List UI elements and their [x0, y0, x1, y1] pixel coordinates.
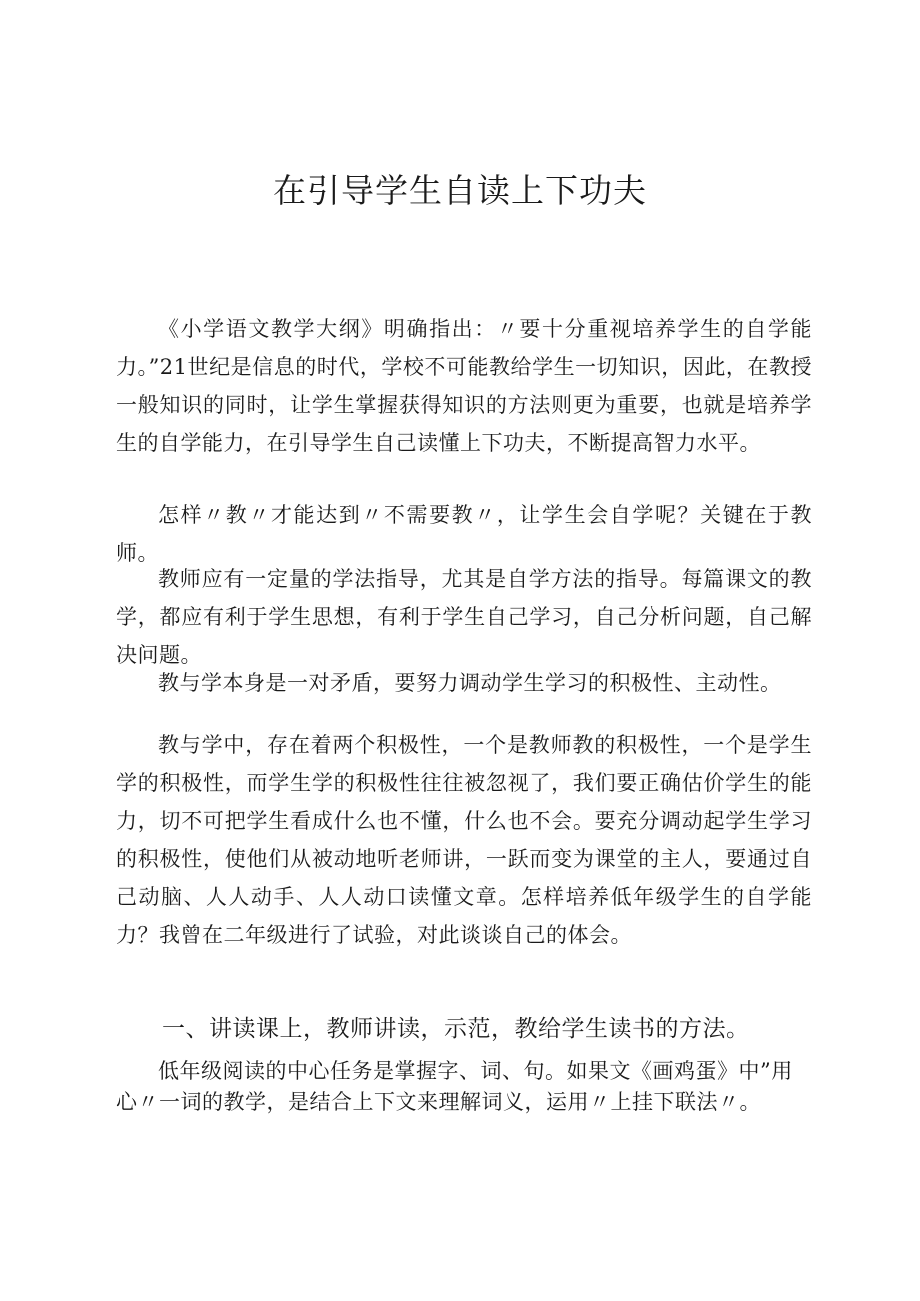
document-title: 在引导学生自读上下功夫: [273, 171, 647, 210]
paragraph-intro: 《小学语文教学大纲》明确指出：〃要十分重视培养学生的自学能力。”21世纪是信息的时代，学校不可能教给学生一切知识，因此，在教授一般知识的同时，让学生掌握获得知识的方法则更为重要，也就是培养学生的自学能力，在引导学生自己读懂上下功夫，不断提高智力水平。: [116, 317, 812, 455]
paragraph-enthusiasm: 教与学中，存在着两个积极性，一个是教师教的积极性，一个是学生学的积极性，而学生学的积极性往往被忽视了，我们要正确估价学生的能力，切不可把学生看成什么也不懂，什么也不会。要充分调动起学生学习的积极性，使他们从被动地听老师讲，一跃而变为课堂的主人，要通过自己动脑、人人动手、人人动口读懂文章。怎样培养低年级学生的自学能力？我曾在二年级进行了试验，对此谈谈自己的体会。: [116, 733, 812, 947]
section-heading: 一、讲读课上，教师讲读，示范，教给学生读书的方法。: [162, 1016, 750, 1042]
paragraph-teacher-guidance: 教师应有一定量的学法指导，尤其是自学方法的指导。每篇课文的教学，都应有利于学生思想，有利于学生自己学习，自己分析问题，自己解决问题。: [116, 567, 812, 667]
paragraph-question: 怎样〃教〃才能达到〃不需要教〃，让学生会自学呢？关键在于教师。: [116, 503, 812, 565]
paragraph-section-one: 低年级阅读的中心任务是掌握字、词、句。如果文《画鸡蛋》中”用心〃一词的教学，是结合上下文来理解词义，运用〃上挂下联法〃。: [116, 1059, 793, 1114]
paragraph-contradiction: 教与学本身是一对矛盾，要努力调动学生学习的积极性、主动性。: [158, 671, 782, 695]
